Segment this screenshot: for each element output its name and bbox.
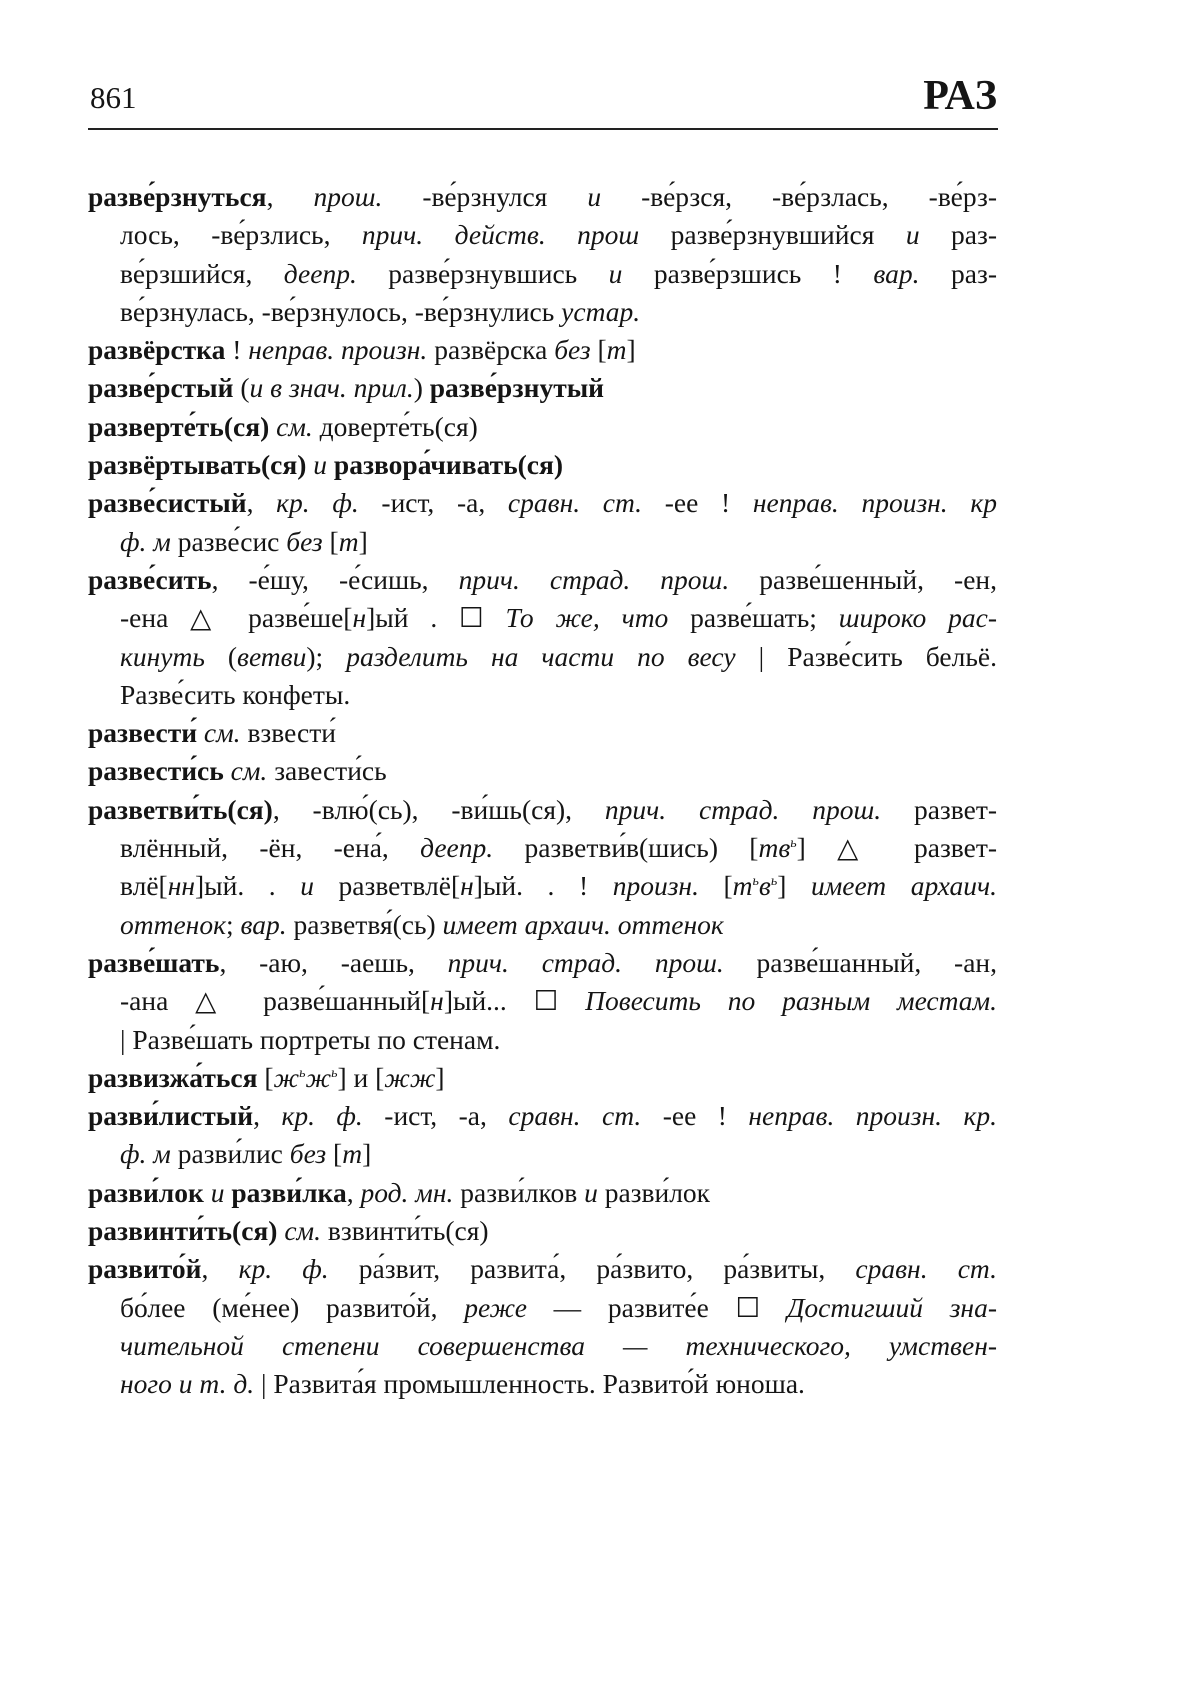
entry-headline (88, 752, 997, 790)
entry-text: ( (233, 372, 250, 404)
italic-label: сравн. ст. (508, 1100, 642, 1132)
italic-label: жж (384, 1061, 436, 1093)
entry-text: [ (698, 870, 733, 902)
entry-headline (88, 1174, 997, 1212)
dictionary-entry (88, 446, 997, 484)
entry-text: разви́лок (597, 1176, 711, 1208)
italic-label: н (352, 602, 367, 634)
dictionary-entry (88, 714, 997, 752)
entry-text: — развите́е ☐ (526, 1291, 787, 1323)
entry-headline (88, 1212, 997, 1250)
entry-text: ! (225, 334, 249, 366)
entry-continuation-line (88, 1135, 997, 1173)
italic-label: и (203, 1176, 232, 1208)
running-head: РАЗ (923, 73, 998, 119)
entry-text: , -аю, -аешь, (219, 946, 448, 978)
italic-label: разделить на части по весу (346, 640, 736, 672)
soft-mark: ь (299, 1065, 306, 1081)
entry-text: взвести́ (240, 717, 336, 749)
italic-label: ж (273, 1061, 300, 1093)
entry-text: разве́рзшись ! (622, 257, 874, 289)
italic-label: прич. действ. прош (361, 219, 640, 251)
italic-label: деепр. (420, 832, 494, 864)
entry-text: ] и [ (337, 1061, 385, 1093)
entry-text: разветви́в(шись) [ (493, 832, 759, 864)
entry-text: , (346, 1176, 361, 1208)
italic-label: ветви (237, 640, 307, 672)
entry-text: ве́рзшийся, (120, 257, 284, 289)
entry-text: | Разве́шать портреты по стенам. (120, 1023, 501, 1055)
entry-headline (88, 1059, 997, 1097)
italic-label: деепр. (283, 257, 357, 289)
entry-text: -ист, -а, (358, 487, 508, 519)
entry-text: , (253, 1100, 282, 1132)
entry-text: , (246, 487, 277, 519)
italic-label: неправ. произн. (248, 334, 428, 366)
italic-label: в (758, 870, 771, 902)
entry-continuation-line (88, 293, 997, 331)
entry-text: разве́рзнувшись (356, 257, 609, 289)
italic-label: вар. (873, 257, 920, 289)
italic-label: неправ. произн. кр. (748, 1100, 997, 1132)
italic-label: прич. страд. прош. (458, 563, 730, 595)
header-rule (88, 128, 998, 130)
headword: разве́систый (88, 487, 247, 519)
italic-label: и (300, 870, 314, 902)
entry-text: разве́рзнувшийся (639, 219, 906, 251)
dictionary-entry (88, 791, 997, 944)
entry-continuation-line (88, 982, 997, 1020)
dictionary-entry (88, 752, 997, 790)
italic-label: тв (758, 832, 791, 864)
italic-label: прич. страд. прош. (604, 793, 882, 825)
italic-label: н (460, 870, 474, 902)
dictionary-entry (88, 1059, 997, 1097)
italic-label: То же, что (505, 602, 669, 634)
italic-label: имеет архаич. (810, 870, 997, 902)
italic-label: широко рас- (838, 602, 997, 634)
entry-text: -ве́рзнулся (382, 181, 588, 212)
italic-label: вар. (240, 908, 287, 940)
entry-text: -ее ! (641, 1100, 749, 1132)
entry-text: ра́звит, развита́, ра́звито, ра́звиты, (328, 1253, 856, 1285)
dictionary-entry (88, 561, 997, 714)
entry-continuation-line (88, 523, 997, 561)
italic-label: без (554, 334, 591, 366)
entry-text: | Разве́сить бельё. (735, 640, 997, 672)
entry-text: ] △ развет- (796, 832, 997, 864)
entry-text: бо́лее (ме́нее) развито́й, (120, 1291, 465, 1323)
entry-text: ]ый . ☐ (366, 602, 506, 634)
entry-text: -ена △ разве́ше[ (120, 602, 353, 634)
entry-text: разве́сис (170, 525, 287, 557)
dictionary-entry (88, 369, 997, 407)
entry-continuation-line (88, 255, 997, 293)
italic-label: имеет архаич. оттенок (442, 908, 724, 940)
entry-text: ]ый. . ! (473, 870, 613, 902)
entry-continuation-line (88, 1327, 997, 1365)
headword: развёрстка (88, 334, 226, 366)
entry-text: разве́шенный, -ен, (729, 563, 997, 595)
entry-text: [ (322, 525, 339, 557)
italic-label: кинуть (120, 640, 205, 672)
dictionary-entries (88, 178, 997, 1404)
italic-label: Достигший зна- (786, 1291, 997, 1323)
entry-continuation-line (88, 216, 997, 254)
entry-headline (88, 408, 997, 446)
entry-continuation-line (88, 599, 997, 637)
headword: разве́шать (88, 946, 220, 978)
italic-label: кр. ф. (276, 487, 359, 519)
entry-text: ; (225, 908, 241, 940)
headword: развести́сь (88, 755, 224, 787)
entry-text: ] (435, 1061, 445, 1093)
italic-label: чительной степени совершенства — технического, умствен- (120, 1329, 997, 1361)
entry-text: разветвя́(сь) (286, 908, 443, 940)
italic-label: устар. (561, 295, 641, 327)
soft-mark: ь (752, 874, 759, 890)
italic-label: без (289, 1138, 327, 1170)
italic-label: род. мн. (360, 1176, 454, 1208)
entry-text: раз- (919, 257, 997, 289)
entry-continuation-line (88, 638, 997, 676)
soft-mark: ь (790, 835, 797, 851)
entry-text: ] (626, 334, 636, 366)
entry-text: [ (326, 1138, 343, 1170)
italic-label: т (732, 870, 753, 902)
entry-text: -ве́рзся, -ве́рзлась, -ве́рз- (601, 181, 997, 212)
italic-label: кр. ф. (238, 1253, 329, 1285)
dictionary-entry (88, 178, 997, 331)
italic-label: и (306, 449, 334, 481)
headword: развести́ (88, 717, 198, 749)
italic-label: и (905, 219, 920, 251)
italic-label: ф. м (120, 525, 171, 557)
headword: развора́чивать(ся) (333, 449, 564, 481)
headword: развито́й (88, 1253, 202, 1285)
entry-text: разви́лис (170, 1138, 290, 1170)
page-number: 861 (90, 80, 137, 115)
entry-text: разви́лков (453, 1176, 585, 1208)
entry-text: | Развита́я промышленность. Развито́й юноша. (254, 1368, 805, 1400)
headword: развёртывать(ся) (88, 449, 307, 481)
entry-text: лось, -ве́рзлись, (120, 219, 362, 251)
entry-headline (88, 484, 997, 522)
entry-text: -ана △ разве́шанный[ (120, 985, 431, 1017)
entry-headline (88, 714, 997, 752)
entry-text: -ист, -а, (362, 1100, 509, 1132)
headword: разви́листый (88, 1100, 254, 1132)
italic-label: сравн. ст. (855, 1253, 997, 1285)
entry-text: ]ый. . (195, 870, 301, 902)
headword: развинти́ть(ся) (88, 1215, 278, 1247)
entry-continuation-line (88, 676, 997, 714)
headword: развизжа́ться (88, 1061, 258, 1093)
entry-text: ве́рзнулась, -ве́рзнулось, -ве́рзнулись (120, 295, 562, 327)
headword: разве́рстый (88, 372, 234, 404)
entry-continuation-line (88, 1289, 997, 1327)
italic-label: ф. м (120, 1138, 171, 1170)
entry-headline (88, 1250, 997, 1288)
entry-text: ); (306, 640, 347, 672)
entry-headline (88, 791, 997, 829)
entry-headline (88, 944, 997, 982)
italic-label: т (342, 1138, 363, 1170)
entry-text: влённый, -ён, -ена́, (120, 832, 421, 864)
entry-text: раз- (919, 219, 997, 251)
entry-headline (88, 446, 997, 484)
italic-label: т (338, 525, 359, 557)
entry-text: ( (204, 640, 238, 672)
entry-text: , (266, 181, 314, 212)
entry-text: взвинти́ть(ся) (320, 1215, 489, 1247)
italic-label: Повесить по разным местам. (585, 985, 997, 1017)
italic-label: нн (167, 870, 196, 902)
entry-text: , (201, 1253, 239, 1285)
italic-label: т (606, 334, 627, 366)
headword: разве́рзнутый (429, 372, 605, 404)
dictionary-entry (88, 1097, 997, 1174)
italic-label: и (587, 181, 602, 212)
italic-label: ного и т. д. (120, 1368, 255, 1400)
entry-text: разве́шанный, -ан, (723, 946, 997, 978)
entry-text: ] (362, 1138, 372, 1170)
italic-label: оттенок (120, 908, 226, 940)
italic-label: прош. (313, 181, 383, 212)
italic-label: сравн. ст. (507, 487, 643, 519)
entry-headline (88, 369, 997, 407)
entry-text: , -влю́(сь), -ви́шь(ся), (272, 793, 605, 825)
entry-text: [ (590, 334, 607, 366)
dictionary-entry (88, 408, 997, 446)
entry-text: ] (777, 870, 811, 902)
entry-text: влё[ (120, 870, 168, 902)
entry-text: развет- (881, 793, 997, 825)
entry-continuation-line (88, 1021, 997, 1059)
entry-text: Разве́сить конфеты. (120, 678, 351, 710)
entry-text: ) (413, 372, 430, 404)
italic-label: реже (464, 1291, 527, 1323)
italic-label: и (584, 1176, 598, 1208)
entry-text: завести́сь (267, 755, 387, 787)
headword: разве́рзнуться (88, 181, 267, 212)
italic-label: и в знач. прил. (249, 372, 414, 404)
italic-label: см. (269, 410, 313, 442)
entry-text: ] (358, 525, 368, 557)
dictionary-entry (88, 944, 997, 1059)
italic-label: ж (305, 1061, 332, 1093)
entry-text: ]ый... ☐ (443, 985, 586, 1017)
dictionary-entry (88, 1174, 997, 1212)
dictionary-entry (88, 1250, 997, 1403)
italic-label: и (608, 257, 623, 289)
entry-text: , -е́шу, -е́сишь, (211, 563, 459, 595)
headword: разве́сить (88, 563, 212, 595)
entry-text: доверте́ть(ся) (312, 410, 478, 442)
entry-continuation-line (88, 906, 997, 944)
soft-mark: ь (770, 874, 778, 890)
entry-continuation-line (88, 867, 997, 905)
italic-label: н (430, 985, 444, 1017)
headword: разветви́ть(ся) (88, 793, 273, 825)
headword: разви́лка (231, 1176, 347, 1208)
entry-continuation-line (88, 1365, 997, 1403)
italic-label: см. (277, 1215, 321, 1247)
italic-label: прич. страд. прош. (447, 946, 724, 978)
dictionary-entry (88, 484, 997, 561)
dictionary-entry (88, 331, 997, 369)
entry-headline (88, 561, 997, 599)
italic-label: см. (197, 717, 241, 749)
italic-label: произн. (612, 870, 699, 902)
entry-text: разветвлё[ (313, 870, 461, 902)
entry-text: -ее ! (642, 487, 753, 519)
italic-label: кр. ф. (281, 1100, 363, 1132)
entry-headline (88, 331, 997, 369)
headword: разви́лок (88, 1176, 204, 1208)
entry-text: развёрска (427, 334, 555, 366)
italic-label: без (286, 525, 323, 557)
dictionary-entry (88, 1212, 997, 1250)
entry-text: [ (257, 1061, 274, 1093)
entry-continuation-line (88, 829, 997, 867)
italic-label: неправ. произн. кр (752, 487, 997, 519)
entry-headline (88, 178, 997, 216)
soft-mark: ь (331, 1065, 338, 1081)
headword: разверте́ть(ся) (88, 410, 270, 442)
entry-text: разве́шать; (668, 602, 839, 634)
entry-headline (88, 1097, 997, 1135)
italic-label: см. (223, 755, 268, 787)
